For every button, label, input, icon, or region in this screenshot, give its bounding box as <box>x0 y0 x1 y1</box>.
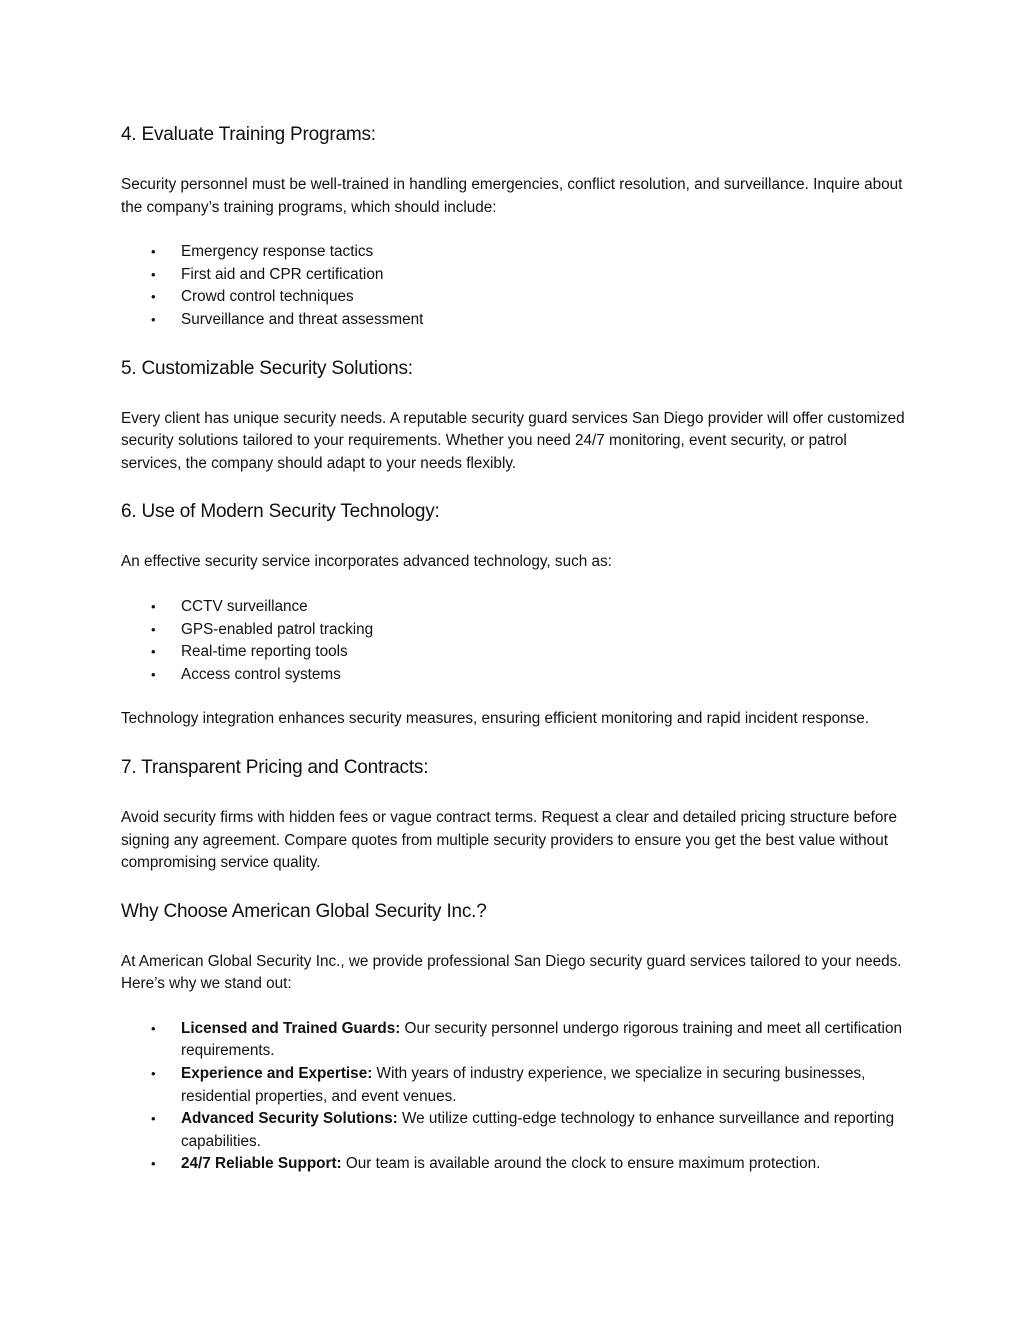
list-item: • Real-time reporting tools <box>121 641 911 664</box>
bullet-icon: • <box>151 1020 156 1036</box>
section-heading: 5. Customizable Security Solutions: <box>121 357 413 379</box>
bullet-icon: • <box>151 1111 156 1127</box>
item-text: With years of industry experience, we specialize in securing businesses, residential properties, and event venues. <box>181 1065 866 1105</box>
item-text: We utilize cutting-edge technology to enhance surveillance and reporting capabilities. <box>181 1110 895 1150</box>
bullet-icon: • <box>151 266 156 282</box>
list-item: • GPS-enabled patrol tracking <box>121 619 911 642</box>
bullet-icon: • <box>151 666 156 682</box>
section-heading: Why Choose American Global Security Inc.? <box>121 900 487 922</box>
list-item <box>121 1063 911 1108</box>
item-label: Licensed and Trained Guards: <box>181 1019 401 1037</box>
list-item: • Access control systems <box>121 664 911 687</box>
list-item <box>121 1108 911 1153</box>
bullet-list <box>121 596 911 686</box>
bullet-icon: • <box>151 1066 156 1082</box>
item-text: Our security personnel undergo rigorous training and meet all certification requirements. <box>181 1019 902 1060</box>
bullet-icon: • <box>151 621 156 637</box>
list-item <box>121 1018 911 1063</box>
section-paragraph: Every client has unique security needs. A reputable security guard services San Diego provider will offer customized security solutions tailored to your requirements. Whether you need 24/7 monitoring, event security, or patrol services, the company should adapt to your needs flexibly. <box>121 409 905 472</box>
bullet-icon: • <box>151 311 156 327</box>
bullet-icon: • <box>151 289 156 305</box>
item-label: Experience and Expertise: <box>181 1065 373 1083</box>
list-item: • Surveillance and threat assessment <box>121 309 911 332</box>
item-label: 24/7 Reliable Support: <box>181 1155 342 1173</box>
document-page <box>121 122 911 1176</box>
section-paragraph: An effective security service incorporates advanced technology, such as: <box>121 553 612 571</box>
bullet-list <box>121 1018 911 1176</box>
section-heading: 7. Transparent Pricing and Contracts: <box>121 756 429 778</box>
list-item: • First aid and CPR certification <box>121 264 911 287</box>
item-text: Our team is available around the clock to ensure maximum protection. <box>341 1155 821 1173</box>
section-paragraph: At American Global Security Inc., we provide professional San Diego security guard services tailored to your needs. Here’s why we stand out: <box>121 952 902 993</box>
bullet-list <box>121 241 911 331</box>
section-paragraph: Avoid security firms with hidden fees or vague contract terms. Request a clear and detailed pricing structure before signing any agreement. Compare quotes from multiple security providers to ensure you get the best value without compromising service quality. <box>121 808 897 872</box>
list-item <box>121 1153 911 1176</box>
list-item: • Emergency response tactics <box>121 241 911 264</box>
bullet-icon: • <box>151 244 156 260</box>
section-heading: 4. Evaluate Training Programs: <box>121 124 376 145</box>
section-paragraph: Technology integration enhances security measures, ensuring efficient monitoring and rapid incident response. <box>121 710 870 728</box>
section-paragraph: Security personnel must be well-trained in handling emergencies, conflict resolution, and surveillance. Inquire about the company’s training programs, which should include: <box>121 176 903 216</box>
bullet-icon: • <box>151 644 156 660</box>
list-item: • CCTV surveillance <box>121 596 911 619</box>
section-heading: 6. Use of Modern Security Technology: <box>121 501 440 523</box>
item-label: Advanced Security Solutions: <box>181 1110 398 1128</box>
list-item: • Crowd control techniques <box>121 286 911 309</box>
bullet-icon: • <box>151 1156 156 1172</box>
bullet-icon: • <box>151 598 156 614</box>
